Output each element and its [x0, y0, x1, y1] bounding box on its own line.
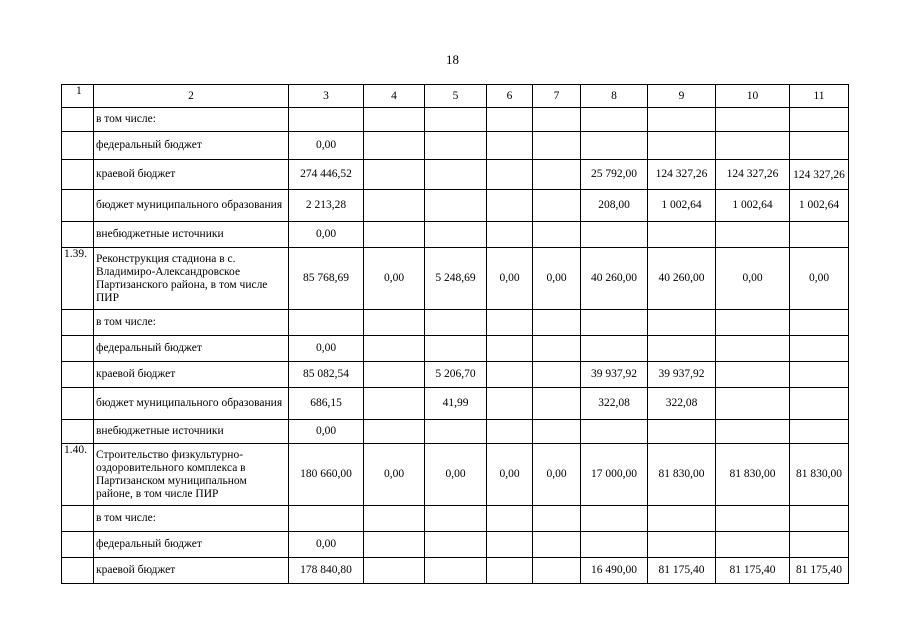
value-cell: 39 937,92	[648, 362, 716, 388]
budget-table	[61, 84, 849, 584]
value-cell	[533, 506, 581, 532]
value-cell	[425, 160, 487, 190]
value-cell: 0,00	[289, 132, 364, 160]
value-cell	[425, 222, 487, 248]
value-cell	[648, 222, 716, 248]
value-cell: 686,15	[289, 388, 364, 420]
value-cell: 1 002,64	[716, 190, 790, 222]
value-cell: 25 792,00	[581, 160, 648, 190]
value-cell	[790, 532, 849, 558]
value-cell	[487, 222, 533, 248]
value-cell	[425, 310, 487, 336]
row-label-cell: Строительство физкультурно-оздоровительного комплекса в Партизанском муниципальном районе, в том числе ПИР	[94, 444, 289, 506]
value-cell	[533, 336, 581, 362]
row-number-cell	[62, 558, 94, 584]
value-cell: 81 175,40	[648, 558, 716, 584]
row-label-cell: бюджет муниципального образования	[94, 388, 289, 420]
value-cell	[364, 532, 425, 558]
row-number-cell	[62, 160, 94, 190]
row-number-cell	[62, 362, 94, 388]
row-label-cell: в том числе:	[94, 310, 289, 336]
table-row	[62, 362, 849, 388]
value-cell	[487, 160, 533, 190]
value-cell	[581, 108, 648, 132]
value-cell	[716, 388, 790, 420]
value-cell	[533, 362, 581, 388]
table-row	[62, 132, 849, 160]
value-cell: 0,00	[487, 248, 533, 310]
value-cell	[487, 362, 533, 388]
value-cell: 322,08	[581, 388, 648, 420]
value-cell: 81 830,00	[648, 444, 716, 506]
value-cell: 81 175,40	[790, 558, 849, 584]
value-cell	[790, 310, 849, 336]
value-cell	[648, 336, 716, 362]
value-cell: 81 175,40	[716, 558, 790, 584]
value-cell: 0,00	[425, 444, 487, 506]
value-cell	[364, 132, 425, 160]
value-cell: 274 446,52	[289, 160, 364, 190]
row-number-cell	[62, 532, 94, 558]
value-cell	[487, 336, 533, 362]
row-label-cell: краевой бюджет	[94, 558, 289, 584]
header-cell: 8	[581, 85, 648, 108]
value-cell	[487, 420, 533, 444]
value-cell: 40 260,00	[648, 248, 716, 310]
value-cell	[533, 420, 581, 444]
value-cell	[487, 506, 533, 532]
header-cell: 11	[790, 85, 849, 108]
page-number: 18	[446, 52, 459, 67]
value-cell	[487, 310, 533, 336]
value-cell: 124 327,26	[790, 160, 849, 190]
value-cell	[487, 190, 533, 222]
value-cell: 124 327,26	[648, 160, 716, 190]
table-row	[62, 336, 849, 362]
table-row	[62, 310, 849, 336]
row-number-cell	[62, 190, 94, 222]
row-number-cell: 1.39.	[62, 248, 94, 310]
value-cell	[533, 108, 581, 132]
value-cell	[648, 132, 716, 160]
row-label-cell: краевой бюджет	[94, 362, 289, 388]
table-row	[62, 190, 849, 222]
value-cell: 81 830,00	[716, 444, 790, 506]
value-cell	[533, 558, 581, 584]
value-cell	[364, 506, 425, 532]
value-cell	[790, 336, 849, 362]
header-cell: 6	[487, 85, 533, 108]
value-cell	[487, 132, 533, 160]
value-cell	[648, 108, 716, 132]
table-row	[62, 108, 849, 132]
value-cell: 180 660,00	[289, 444, 364, 506]
value-cell	[790, 506, 849, 532]
value-cell	[289, 108, 364, 132]
value-cell	[533, 222, 581, 248]
value-cell: 322,08	[648, 388, 716, 420]
value-cell	[364, 108, 425, 132]
value-cell	[790, 420, 849, 444]
value-cell	[648, 420, 716, 444]
item-row	[62, 444, 849, 506]
table-row	[62, 160, 849, 190]
value-cell	[425, 190, 487, 222]
row-label-cell: внебюджетные источники	[94, 222, 289, 248]
value-cell: 0,00	[289, 336, 364, 362]
table-row	[62, 532, 849, 558]
value-cell	[581, 532, 648, 558]
table-row	[62, 558, 849, 584]
row-number-cell	[62, 336, 94, 362]
value-cell	[581, 420, 648, 444]
value-cell: 5 248,69	[425, 248, 487, 310]
header-cell: 5	[425, 85, 487, 108]
table-body	[62, 108, 849, 584]
value-cell	[533, 388, 581, 420]
value-cell	[364, 222, 425, 248]
value-cell	[716, 532, 790, 558]
row-label-cell: в том числе:	[94, 506, 289, 532]
row-label-cell: Реконструкция стадиона в с. Владимиро-Александровское Партизанского района, в том числе ПИР	[94, 248, 289, 310]
value-cell	[364, 190, 425, 222]
value-cell	[716, 310, 790, 336]
header-row	[62, 85, 849, 108]
table-row	[62, 222, 849, 248]
value-cell	[425, 132, 487, 160]
value-cell: 16 490,00	[581, 558, 648, 584]
value-cell: 85 082,54	[289, 362, 364, 388]
value-cell	[289, 506, 364, 532]
row-label-cell: внебюджетные источники	[94, 420, 289, 444]
row-label-cell: федеральный бюджет	[94, 336, 289, 362]
value-cell: 1 002,64	[648, 190, 716, 222]
row-number-cell	[62, 506, 94, 532]
value-cell	[648, 310, 716, 336]
header-cell: 2	[94, 85, 289, 108]
header-cell: 7	[533, 85, 581, 108]
row-label-cell: федеральный бюджет	[94, 132, 289, 160]
value-cell	[364, 336, 425, 362]
value-cell	[364, 160, 425, 190]
header-cell: 10	[716, 85, 790, 108]
value-cell	[716, 132, 790, 160]
row-number-cell	[62, 222, 94, 248]
value-cell	[648, 532, 716, 558]
value-cell	[581, 506, 648, 532]
table-row	[62, 420, 849, 444]
value-cell: 81 830,00	[790, 444, 849, 506]
header-cell: 9	[648, 85, 716, 108]
value-cell	[425, 108, 487, 132]
value-cell: 0,00	[289, 420, 364, 444]
value-cell	[716, 222, 790, 248]
value-cell	[533, 160, 581, 190]
value-cell	[533, 190, 581, 222]
row-number-cell: 1.40.	[62, 444, 94, 506]
row-number-cell	[62, 310, 94, 336]
value-cell: 178 840,80	[289, 558, 364, 584]
value-cell	[533, 310, 581, 336]
value-cell	[581, 222, 648, 248]
row-number-cell	[62, 420, 94, 444]
row-label-cell: краевой бюджет	[94, 160, 289, 190]
value-cell: 41,99	[425, 388, 487, 420]
value-cell: 1 002,64	[790, 190, 849, 222]
value-cell	[364, 362, 425, 388]
value-cell	[425, 532, 487, 558]
value-cell	[487, 558, 533, 584]
value-cell	[581, 336, 648, 362]
row-label-cell: в том числе:	[94, 108, 289, 132]
value-cell: 208,00	[581, 190, 648, 222]
value-cell: 5 206,70	[425, 362, 487, 388]
value-cell	[581, 132, 648, 160]
header-cell: 1	[62, 85, 94, 108]
value-cell: 0,00	[790, 248, 849, 310]
row-number-cell	[62, 388, 94, 420]
value-cell: 0,00	[364, 248, 425, 310]
value-cell	[790, 362, 849, 388]
value-cell	[790, 132, 849, 160]
value-cell	[790, 108, 849, 132]
value-cell: 39 937,92	[581, 362, 648, 388]
value-cell: 2 213,28	[289, 190, 364, 222]
value-cell	[487, 388, 533, 420]
value-cell: 124 327,26	[716, 160, 790, 190]
row-label-cell: бюджет муниципального образования	[94, 190, 289, 222]
value-cell: 0,00	[716, 248, 790, 310]
value-cell	[648, 506, 716, 532]
value-cell	[581, 310, 648, 336]
value-cell: 17 000,00	[581, 444, 648, 506]
value-cell	[364, 310, 425, 336]
value-cell	[716, 506, 790, 532]
value-cell	[425, 420, 487, 444]
value-cell	[716, 362, 790, 388]
value-cell	[716, 336, 790, 362]
row-label-cell: федеральный бюджет	[94, 532, 289, 558]
value-cell	[790, 388, 849, 420]
value-cell	[487, 532, 533, 558]
value-cell: 0,00	[533, 248, 581, 310]
value-cell	[289, 310, 364, 336]
table-row	[62, 506, 849, 532]
value-cell	[487, 108, 533, 132]
value-cell: 0,00	[289, 532, 364, 558]
value-cell: 0,00	[364, 444, 425, 506]
value-cell	[533, 532, 581, 558]
value-cell: 0,00	[487, 444, 533, 506]
table-row	[62, 388, 849, 420]
value-cell	[364, 420, 425, 444]
value-cell	[716, 420, 790, 444]
value-cell: 40 260,00	[581, 248, 648, 310]
value-cell: 0,00	[289, 222, 364, 248]
row-number-cell	[62, 132, 94, 160]
item-row	[62, 248, 849, 310]
value-cell	[425, 506, 487, 532]
value-cell	[716, 108, 790, 132]
value-cell	[364, 388, 425, 420]
value-cell: 0,00	[533, 444, 581, 506]
value-cell: 85 768,69	[289, 248, 364, 310]
row-number-cell	[62, 108, 94, 132]
value-cell	[790, 222, 849, 248]
value-cell	[364, 558, 425, 584]
header-cell: 4	[364, 85, 425, 108]
value-cell	[425, 336, 487, 362]
value-cell	[425, 558, 487, 584]
value-cell	[533, 132, 581, 160]
header-cell: 3	[289, 85, 364, 108]
